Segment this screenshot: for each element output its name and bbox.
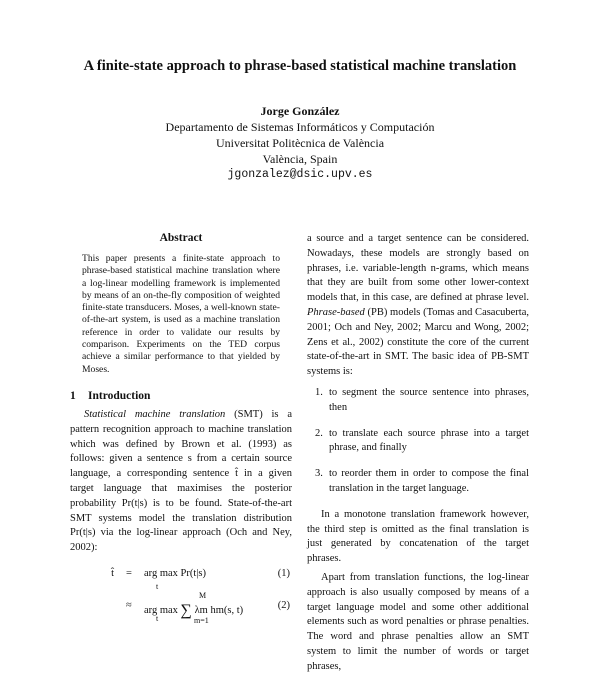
eq2-body: λm hm(s, t) bbox=[194, 604, 244, 616]
author-name: Jorge González bbox=[260, 104, 340, 118]
section-number: 1 bbox=[70, 389, 76, 402]
eq1-lhs: t̂ bbox=[111, 567, 114, 579]
eq2-number: (2) bbox=[277, 599, 290, 611]
author-email[interactable]: jgonzalez@dsic.upv.es bbox=[227, 168, 373, 181]
intro-paragraph-text: (SMT) is a pattern recognition approach to machine translation which was defined by Brown et al. (1993) as follows: given a sentence s from a certain source language, a corresponding sentence t̂ in a given target language that maximises the posterior probability Pr(t|s) is to be found. State-of-the-art SMT systems model the translation distribution Pr(t|s) via the log-linear approach (Och and Ney, 2002): bbox=[70, 408, 292, 554]
eq2-rhs bbox=[144, 590, 244, 625]
eq1-relation: = bbox=[126, 567, 132, 579]
list-item bbox=[307, 386, 529, 416]
right-column bbox=[307, 232, 529, 675]
eq1-operator-subscript: t bbox=[156, 581, 159, 591]
eq2-operator: arg max bbox=[144, 604, 178, 616]
equation-1 bbox=[70, 564, 292, 596]
right-paragraph-2: In a monotone translation framework however, the third step is omitted as the final translation is just generated by concatenation of the target phrases. bbox=[307, 508, 529, 565]
intro-paragraph bbox=[70, 408, 292, 556]
author-block bbox=[0, 103, 600, 183]
eq1-operator: arg max bbox=[144, 567, 178, 579]
list-item-number: 3. bbox=[315, 468, 323, 480]
list-item-text: to segment the source sentence into phrases, then bbox=[329, 386, 529, 413]
list-item-number: 1. bbox=[315, 386, 323, 398]
right-paragraph-1b: (PB) models (Tomas and Casacuberta, 2001; Och and Ney, 2002; Marcu and Wong, 2002; Zens et al., 2002) constitute the core of the current state-of-the-art in SMT. The basic idea of PB-SMT systems is: bbox=[307, 306, 529, 378]
author-city: València, Spain bbox=[262, 152, 338, 166]
eq1-body: Pr(t|s) bbox=[180, 567, 206, 579]
eq2-operator-subscript: t bbox=[156, 613, 159, 623]
abstract-heading: Abstract bbox=[159, 232, 203, 244]
equation-block bbox=[70, 564, 292, 628]
eq2-sum: ∑ bbox=[180, 601, 192, 619]
section-title: Introduction bbox=[88, 389, 151, 402]
right-paragraph-1a: a source and a target sentence can be considered. Nowadays, these models are strongly based on phrases, i.e. variable-length n-grams, which means that they are built from some other lower-context models that, in this case, are defined at phrase level. bbox=[307, 233, 529, 304]
author-department: Departamento de Sistemas Informáticos y Computación bbox=[165, 120, 435, 134]
list-item bbox=[307, 467, 529, 497]
left-column bbox=[70, 232, 292, 628]
author-university: Universitat Politècnica de València bbox=[215, 136, 385, 150]
eq2-sum-upper: M bbox=[199, 590, 207, 600]
equation-2 bbox=[70, 590, 292, 628]
list-item-text: to reorder them in order to compose the final translation in the target language. bbox=[329, 468, 529, 494]
right-paragraph-3: Apart from translation functions, the log-linear approach is also usually composed by means of a target language model and some other additional elements such as word penalties or phrase penalties. The word and phrase penalties allow an SMT system to limit the number of words or target phrases, bbox=[307, 571, 529, 672]
eq2-relation: ≈ bbox=[126, 599, 132, 611]
eq2-sum-lower: m=1 bbox=[194, 615, 209, 625]
intro-term: Statistical machine translation bbox=[84, 408, 226, 420]
right-paragraph-1 bbox=[307, 232, 529, 380]
section-heading-introduction bbox=[70, 390, 292, 402]
list-item-text: to translate each source phrase into a target phrase, and finally bbox=[329, 427, 529, 454]
eq1-number: (1) bbox=[277, 567, 290, 579]
list-item-number: 2. bbox=[315, 427, 323, 439]
paper-title: A finite-state approach to phrase-based statistical machine translation bbox=[83, 58, 517, 74]
right-term: Phrase-based bbox=[307, 306, 365, 318]
steps-list bbox=[307, 386, 529, 497]
abstract-text: This paper presents a finite-state approach to phrase-based statistical machine translation where a log-linear modelling framework is implemented by means of an on-the-fly composition of weighted finite-state transducers. Moses, a well-known state-of-the-art system, is used as a machine translation reference in order to validate our results by comparison. Experiments on the TED corpus achieve a similar performance to that yielded by Moses. bbox=[82, 253, 280, 375]
list-item bbox=[307, 427, 529, 457]
eq1-rhs bbox=[144, 567, 206, 591]
